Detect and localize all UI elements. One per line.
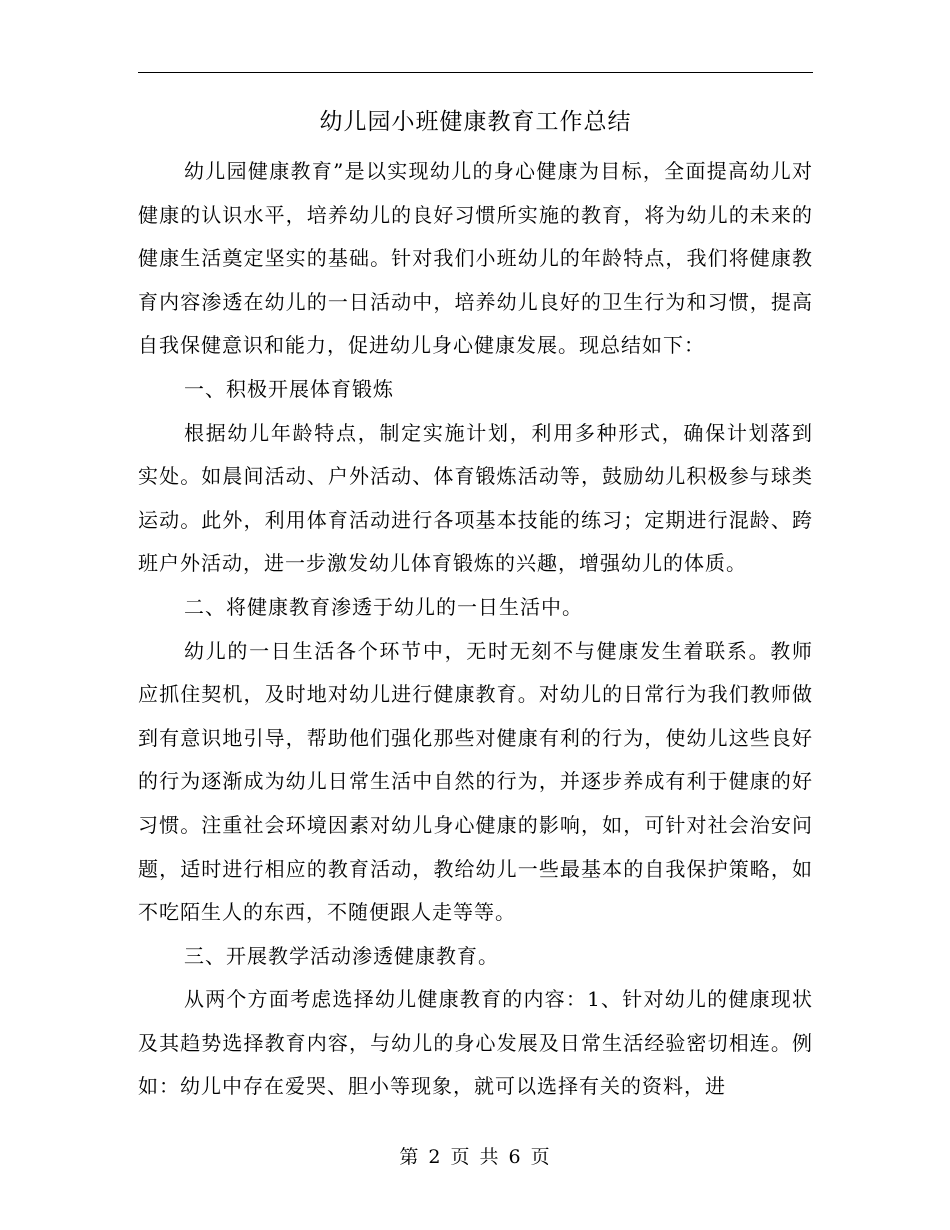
paragraph-section-3: 从两个方面考虑选择幼儿健康教育的内容：1、针对幼儿的健康现状及其趋势选择教育内容，与幼儿的身心发展及日常生活经验密切相连。例如：幼儿中存在爱哭、胆小等现象，就可以选择有关的资料，进 <box>138 987 813 1099</box>
section-heading-1: 一、积极开展体育锻炼 <box>184 376 394 401</box>
document-body <box>138 150 813 1109</box>
section-heading-3: 三、开展教学活动渗透健康教育。 <box>184 943 499 968</box>
paragraph-intro: 幼儿园健康教育”是以实现幼儿的身心健康为目标，全面提高幼儿对健康的认识水平，培养幼儿的良好习惯所实施的教育，将为幼儿的未来的健康生活奠定坚实的基础。针对我们小班幼儿的年龄特点，我们将健康教育内容渗透在幼儿的一日活动中，培养幼儿良好的卫生行为和习惯，提高自我保健意识和能力，促进幼儿身心健康发展。现总结如下： <box>138 159 813 358</box>
page-number-footer: 第 2 页 共 6 页 <box>399 1146 552 1168</box>
document-title: 幼儿园小班健康教育工作总结 <box>319 109 632 135</box>
paragraph-section-2: 幼儿的一日生活各个环节中，无时无刻不与健康发生着联系。教师应抓住契机，及时地对幼儿进行健康教育。对幼儿的日常行为我们教师做到有意识地引导，帮助他们强化那些对健康有利的行为，使幼儿这些良好的行为逐渐成为幼儿日常生活中自然的行为，并逐步养成有利于健康的好习惯。注重社会环境因素对幼儿身心健康的影响，如，可针对社会治安问题，适时进行相应的教育活动，教给幼儿一些最基本的自我保护策略，如不吃陌生人的东西，不随便跟人走等等。 <box>138 638 813 925</box>
section-heading-2: 二、将健康教育渗透于幼儿的一日生活中。 <box>184 594 583 619</box>
header-rule <box>138 72 813 73</box>
paragraph-section-1: 根据幼儿年龄特点，制定实施计划，利用多种形式，确保计划落到实处。如晨间活动、户外活动、体育锻炼活动等，鼓励幼儿积极参与球类运动。此外，利用体育活动进行各项基本技能的练习；定期进行混龄、跨班户外活动，进一步激发幼儿体育锻炼的兴趣，增强幼儿的体质。 <box>138 420 813 576</box>
